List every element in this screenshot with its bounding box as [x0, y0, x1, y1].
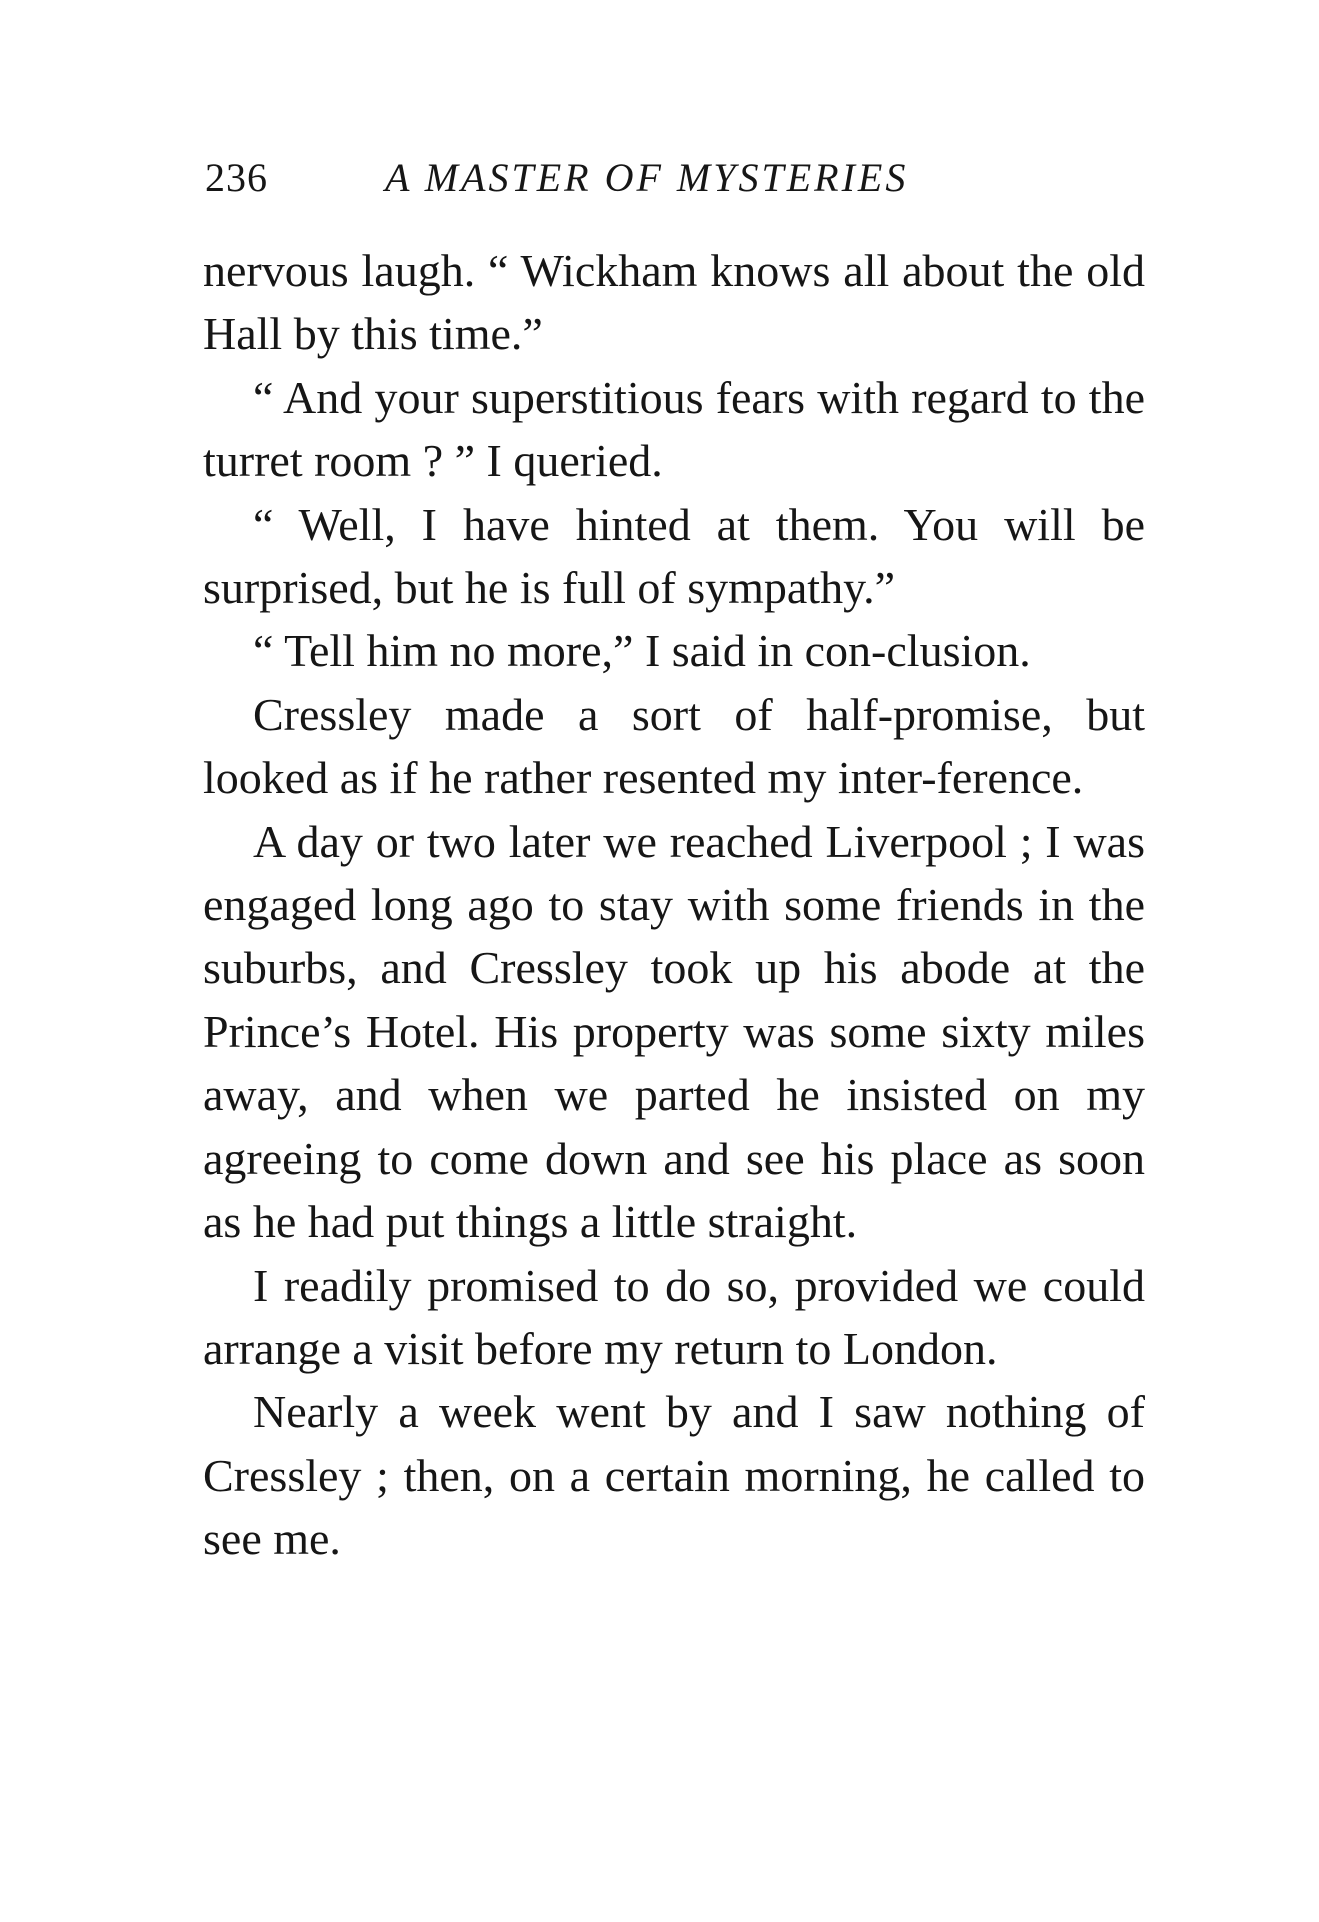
- paragraph-4: “ Tell him no more,” I said in con-clusion.: [253, 625, 1031, 677]
- paragraph-6: A day or two later we reached Liverpool ; I was engaged long ago to stay with some friends in the suburbs, and Cressley took up his abode at the Prince’s Hotel. His property was some sixty miles away, and when we parted he insisted on my agreeing to come down and see his place as soon as he had put things a little straight.: [203, 815, 1145, 1248]
- paragraph-8: Nearly a week went by and I saw nothing of Cressley ; then, on a certain morning, he called to see me.: [203, 1386, 1145, 1565]
- paragraph-5: Cressley made a sort of half-promise, but looked as if he rather resented my inter-ference.: [203, 688, 1145, 804]
- running-title: A MASTER OF MYSTERIES: [385, 155, 909, 200]
- body-text: [203, 239, 1145, 1571]
- paragraph-2: “ And your superstitious fears with regard to the turret room ? ” I queried.: [203, 371, 1145, 487]
- paragraph-1: nervous laugh. “ Wickham knows all about the old Hall by this time.”: [203, 245, 1145, 360]
- paragraph-7: I readily promised to do so, provided we could arrange a visit before my return to London.: [203, 1259, 1145, 1374]
- paragraph-3: “ Well, I have hinted at them. You will be surprised, but he is full of sympathy.”: [203, 498, 1145, 614]
- page-number: 236: [205, 155, 268, 200]
- running-head: [205, 150, 965, 206]
